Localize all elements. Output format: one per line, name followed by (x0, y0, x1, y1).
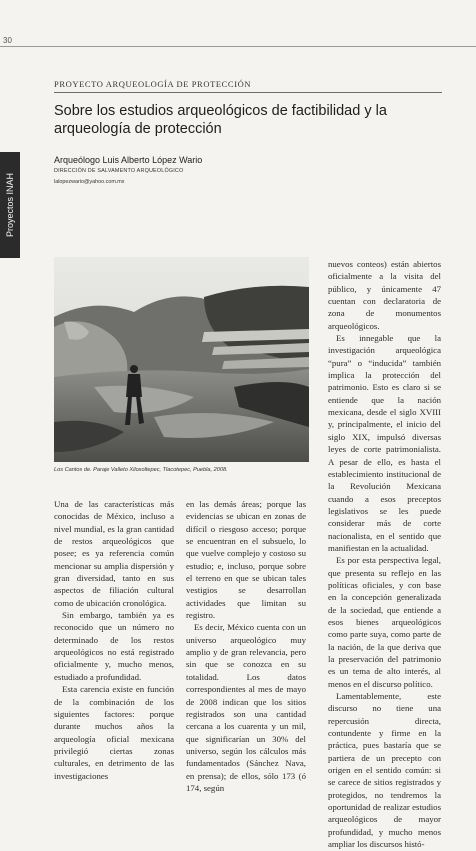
photo-caption: Los Cantos de. Paraje Valleto Xiloxoltepec, Tlacotepec, Puebla, 2008. (54, 467, 228, 473)
paragraph: en las demás áreas; porque las evidencias se ubican en zonas de difícil o riesgoso acceso; porque se encuentran en el subsuelo, lo que vuelve complejo y costoso su estudio; e, incluso, porque sobre el terreno en que se ubican tales vestigios se desarrollan actividades que limitan su registro. (186, 499, 306, 621)
landscape-photo (54, 257, 309, 462)
text-column-right (328, 258, 441, 850)
author-name: Arqueólogo Luis Alberto López Wario (54, 155, 203, 165)
paragraph: Esta carencia existe en función de la combinación de los siguientes factores: porque durante muchos años la arqueología oficial mexicana privilegió ciertas zonas culturales, en detrimento de las investigaciones (54, 684, 174, 781)
text-column-left (54, 498, 174, 798)
side-tab-label: Proyectos INAH (5, 172, 15, 238)
section-rule (54, 92, 442, 93)
paragraph: Una de las características más conocidas de México, incluso a nivel mundial, es la gran cantidad de restos arqueológicos que posee; es ya referencia común mencionar su amplia dispersión y gran diversidad, tanto en sus aspectos de filiación cultural como de ubicación cronológica. (54, 499, 174, 608)
text-column-middle (186, 498, 306, 798)
author-email: lalopezwario@yahoo.com.mx (54, 179, 125, 185)
paragraph: Es decir, México cuenta con un universo arqueológico muy amplio y de gran relevancia, pero sin que se conozca en su totalidad. Los datos correspondientes al mes de mayo de 2008 indican que los sitios registrados son una cantidad cercana a los cuarenta y un mil, que significarían un 30% del universo, según los cálculos más fundamentados (Sánchez Nava, en prensa); de ellos, sólo 173 (ó 174, según (186, 622, 306, 793)
side-tab (0, 152, 20, 258)
top-rule (0, 46, 476, 47)
paragraph: nuevos conteos) están abiertos oficialmente a la visita del público, y únicamente 47 cuentan con declaratoria de zona de monumentos arqueológicos. (328, 259, 441, 331)
page-number: 30 (3, 36, 12, 45)
paragraph: Es innegable que la investigación arqueológica “pura” o “inducida” también implica la protección del patrimonio. Esto es claro si se entiende que la nación mexicana, desde el siglo XVIII y, principalmente, el inicio del siglo XIX, impulsó diversas leyes de corte patrimonialista. A pesar de ello, es hasta el establecimiento institucional de la Revolución Mexicana cuando a esos preceptos legislativos se les puede considerar más de corte nacionalista, en el sentido que manifiestan en la actualidad. (328, 333, 441, 553)
paragraph: Lamentablemente, este discurso no tiene una repercusión directa, contundente y firme en la práctica, pues bastaría que se partiera de un precepto con origen en el sentido común: si se carece de sitios registrados y protegidos, no tendremos la oportunidad de realizar estudios arqueológicos de mayor profundidad, y mucho menos ampliar los discursos histó- (328, 691, 441, 850)
section-label: PROYECTO ARQUEOLOGÍA DE PROTECCIÓN (54, 79, 252, 89)
paragraph: Es por esta perspectiva legal, que presenta su reflejo en las políticas oficiales, y con base en la concepción generalizada de la sociedad, que entiende a esos bienes arqueológicos como parte suya, como parte de la nación, de la que deriva que la preservación del patrimonio es un tema de alto interés, al menos en el discurso político. (328, 555, 441, 689)
paragraph: Sin embargo, también ya es reconocido que un número no determinado de los restos arqueológicos no está registrado oficialmente y, mucho menos, estudiado a profundidad. (54, 610, 174, 682)
author-affiliation: DIRECCIÓN DE SALVAMENTO ARQUEOLÓGICO (54, 168, 184, 174)
article-title: Sobre los estudios arqueológicos de factibilidad y la arqueología de protección (54, 103, 387, 137)
